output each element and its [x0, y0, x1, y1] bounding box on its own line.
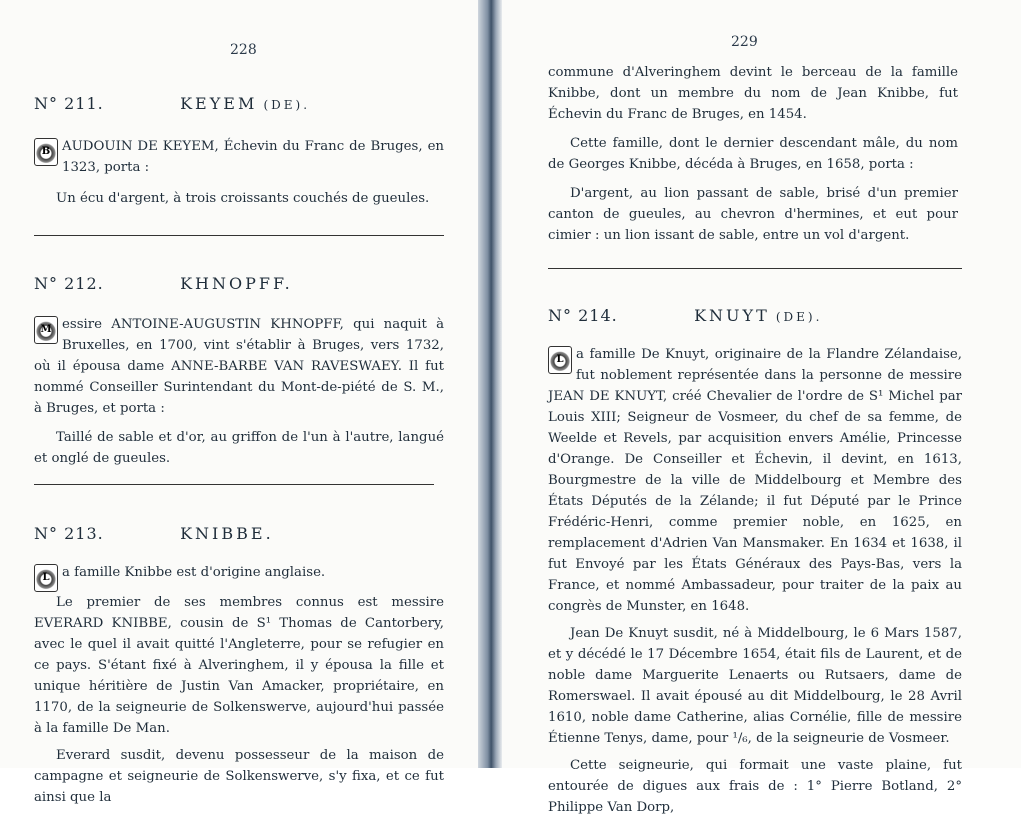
entry-body-212: M essire ANTOINE-AUGUSTIN KHNOPFF, qui naquit à Bruxelles, en 1700, vint s'établir à Bruges, vers 1732, où il épousa dame ANNE-BARBE VAN RAVESWAEY. Il fut nommé Conseiller Surintendant du Mont-de-piété de S. M., à Bruges, et porta : Taillé de sable et d'or, au griffon de l'un à l'autre, langué et onglé de gueules. [34, 314, 444, 469]
entry-body-211: B AUDOUIN DE KEYEM, Échevin du Franc de Bruges, en 1323, porta : Un écu d'argent, à trois croissants couchés de gueules. [34, 136, 444, 209]
entry-heading-211: N° 211. KEYEM (DE). [34, 94, 311, 113]
right-page [502, 0, 1021, 815]
page-number: 228 [230, 42, 257, 58]
page-number: 229 [731, 34, 758, 50]
entry-body-213: L a famille Knibbe est d'origine anglaise. Le premier de ses membres connus est messire EVERARD KNIBBE, cousin de S¹ Thomas de Cantorbery, avec le quel il avait quitté l'Angleterre, pour se refugier en ce pays. S'étant fixé à Alveringhem, il y épousa la fille et unique héritière de Justin Van Amacker, propriétaire, en 1170, de la seigneurie de Solkenswerve, aujourd'hui passée à la famille De Man. Everard susdit, devenu possesseur de la maison de campagne et seigneurie de Solkenswerve, s'y fixa, et ce fut ainsi que la [34, 565, 444, 805]
divider [34, 484, 434, 485]
drop-cap-icon: M [34, 316, 58, 344]
arms-description: D'argent, au lion passant de sable, brisé d'un premier canton de gueules, au chevron d'hermines, et eut pour cimier : un lion issant de sable, entre un vol d'argent. [548, 186, 958, 243]
entry-heading-212: N° 212. KHNOPFF. [34, 274, 293, 293]
book-gutter [478, 0, 502, 768]
entry-heading-213: N° 213. KNIBBE. [34, 524, 274, 543]
entry-body-214: L a famille De Knuyt, originaire de la Flandre Zélandaise, fut noblement représentée dans la personne de messire JEAN DE KNUYT, créé Chevalier de l'ordre de S¹ Michel par Louis XIII; Seigneur de Vosmeer, du chef de sa femme, de Weelde et Revels, par acquisition envers Amélie, Princesse d'Orange. De Conseiller et Échevin, il devint, en 1613, Bourgmestre de la ville de Middelbourg et Membre des États Députés de la Zélande; il fut Député par le Prince Frédéric-Henri, comme premier noble, en 1625, en remplacement d'Adrien Van Mansmaker. En 1634 et 1638, il fut Envoyé par les États Généraux des Pays-Bas, vers la France, et nommé Ambassadeur, pour traiter de la paix au congrès de Munster, en 1648. Jean De Knuyt susdit, né à Middelbourg, le 6 Mars 1587, et y décédé le 17 Décembre 1654, était fils de Laurent, et de noble dame Marguerite Lenaerts ou Rutsaers, dame de Romerswael. Il avait épousé au dit Middelbourg, le 28 Avril 1610, noble dame Catherine, alias Cornélie, fille de messire Étienne Tenys, dame, pour ¹/₆, de la seigneurie de Vosmeer. Cette seigneurie, qui formait une vaste plaine, fut entourée de digues aux frais de : 1° Pierre Botland, 2° Philippe Van Dorp, [548, 347, 962, 815]
drop-cap-icon: L [34, 564, 58, 592]
entry-heading-214: N° 214. KNUYT (DE). [548, 306, 823, 325]
arms-description: Taillé de sable et d'or, au griffon de l'un à l'autre, langué et onglé de gueules. [34, 430, 444, 466]
drop-cap-icon: B [34, 138, 58, 166]
arms-description: Un écu d'argent, à trois croissants couchés de gueules. [56, 191, 430, 206]
continuation-text: commune d'Alveringhem devint le berceau de la famille Knibbe, dont un membre du nom de Jean Knibbe, fut Échevin du Franc de Bruges, en 1454. Cette famille, dont le dernier descendant mâle, du nom de Georges Knibbe, décéda à Bruges, en 1658, porta : D'argent, au lion passant de sable, brisé d'un premier canton de gueules, au chevron d'hermines, et eut pour cimier : un lion issant de sable, entre un vol d'argent. [548, 62, 958, 246]
left-page [0, 0, 478, 805]
divider [548, 268, 962, 269]
drop-cap-icon: L [548, 346, 572, 374]
divider [34, 235, 444, 236]
